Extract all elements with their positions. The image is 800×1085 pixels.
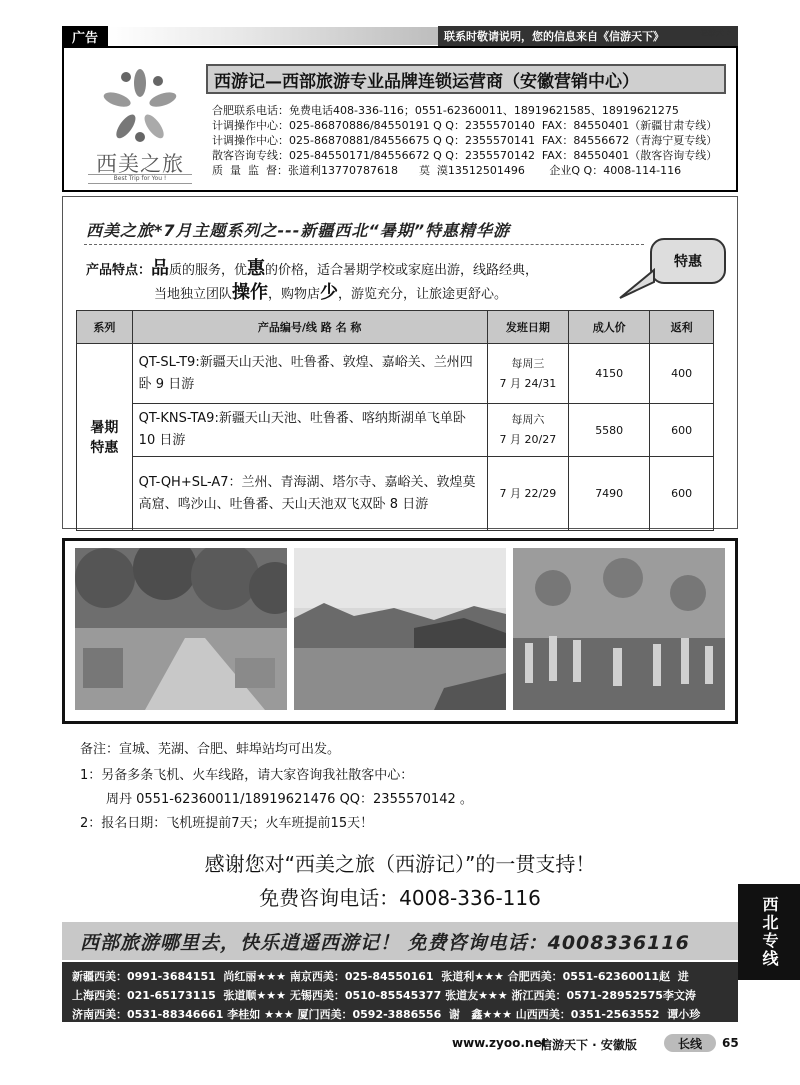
contact-line: 合肥联系电话：免费电话408-336-116；0551-62360011、18919621585、18919621275 <box>212 104 679 117</box>
header-route: 产品编号/线 路 名 称 <box>132 311 487 344</box>
note-departure: 备注：宣城、芜湖、合肥、蚌埠站均可出发。 <box>80 742 341 757</box>
table-header-row <box>77 311 714 344</box>
date-cell <box>487 344 568 404</box>
section-side-tab <box>738 884 800 980</box>
headline: 西游记—西部旅游专业品牌连锁运营商（安徽营销中心） <box>206 64 726 94</box>
branch-line: 上海西美：021-65173115 张道顺★★★ 无锡西美：0510-85545377 张道友★★★ 浙江西美：0571-28952575李文涛 <box>72 989 696 1002</box>
features-text: 质的服务，优 <box>169 263 248 278</box>
banner-text: 西部旅游哪里去，快乐逍遥西游记！ 免费咨询电话：4008336116 <box>80 932 690 954</box>
price-cell: 5580 <box>569 404 650 457</box>
branch-line: 济南西美：0531-88346661 李桂如 ★★★ 厦门西美：0592-3886556 谢 鑫★★★ 山西西美：0351-2563552 谭小珍 <box>72 1008 701 1021</box>
contact-line: 计调操作中心：025-86870886/84550191 Q Q：2355570140 FAX：84550401（新疆甘肃专线） <box>212 119 718 132</box>
rebate-cell: 400 <box>650 344 714 404</box>
brand-name: 西美之旅 <box>96 152 184 176</box>
thanks-message: 感谢您对“西美之旅（西游记）”的一贯支持！ <box>204 852 596 876</box>
date-line: 7 月 24/31 <box>499 376 557 390</box>
branch-line: 新疆西美：0991-3684151 尚红丽★★★ 南京西美：025-84550161 张道利★★★ 合肥西美：0551-62360011赵 进 <box>72 970 689 983</box>
features-text: 的价格，适合暑期学校或家庭出游，线路经典， <box>265 263 539 278</box>
special-badge: 特惠 <box>650 238 726 284</box>
note-more-routes: 1：另备多条飞机、火车线路，请大家咨询我社散客中心： <box>80 768 414 783</box>
rebate-cell: 600 <box>650 457 714 531</box>
date-line: 7 月 22/29 <box>499 486 557 500</box>
product-title: 西美之旅*7月主题系列之---新疆西北“暑期”特惠精华游 <box>86 221 511 240</box>
features-text: ，购物店 <box>268 287 321 302</box>
table-row <box>77 457 714 531</box>
footer-section-label: 长线 <box>664 1034 716 1052</box>
rebate-cell: 600 <box>650 404 714 457</box>
series-cell <box>77 344 133 531</box>
price-cell: 7490 <box>569 457 650 531</box>
page-number: 65 <box>722 1036 739 1050</box>
brand-slogan: Best Trip for You ! <box>88 174 192 184</box>
features-line-2 <box>154 278 507 304</box>
date-line: 每周六 <box>511 413 545 426</box>
footer-publication: 信游天下 · 安徽版 <box>540 1038 637 1052</box>
hotline-message: 免费咨询电话：4008-336-116 <box>259 886 541 910</box>
features-emph: 少 <box>320 282 339 303</box>
features-emph: 惠 <box>247 258 266 279</box>
series-label: 特惠 <box>90 440 119 456</box>
top-gradient-strip <box>108 27 438 45</box>
heavenly-lake-photo <box>294 548 506 710</box>
publication-mini-logo: 信游天下 <box>700 28 732 37</box>
features-text: 当地独立团队 <box>154 287 233 302</box>
side-tab-label: 西北专线 <box>760 896 779 968</box>
header-price: 成人价 <box>569 311 650 344</box>
contact-line: 质 量 监 督：张道利13770787618 莫 漠13512501496 企业Q Q：4008-114-116 <box>212 164 682 177</box>
contact-line: 散客咨询专线：025-84550171/84556672 Q Q：2355570142 FAX：84550401（散客咨询专线） <box>212 149 718 162</box>
table-row <box>77 404 714 457</box>
route-cell: QT-SL-T9:新疆天山天池、吐鲁番、敦煌、嘉峪关、兰州四卧 9 日游 <box>132 344 487 404</box>
series-label: 暑期 <box>90 420 119 436</box>
route-cell: QT-KNS-TA9:新疆天山天池、吐鲁番、喀纳斯湖单飞单卧 10 日游 <box>132 404 487 457</box>
header-date: 发班日期 <box>487 311 568 344</box>
tour-table <box>76 310 714 531</box>
features-emph: 品 <box>151 258 170 279</box>
source-note: 联系时敬请说明，您的信息来自《信游天下》 <box>438 26 738 46</box>
features-emph: 操作 <box>232 282 269 303</box>
footer-url: www.zyoo.net <box>452 1036 548 1050</box>
features-text: ，游览充分，让旅途更舒心。 <box>338 287 508 302</box>
grape-valley-photo <box>75 548 287 710</box>
date-line: 7 月 20/27 <box>499 433 557 446</box>
route-cell: QT-QH+SL-A7：兰州、青海湖、塔尔寺、嘉峪关、敦煌莫高窟、鸣沙山、吐鲁番、天山天池双飞双卧 8 日游 <box>132 457 487 531</box>
date-cell <box>487 404 568 457</box>
note-registration: 2：报名日期：飞机班提前7天；火车班提前15天！ <box>80 816 374 831</box>
title-divider <box>84 244 644 245</box>
price-cell: 4150 <box>569 344 650 404</box>
date-line: 每周三 <box>511 356 545 370</box>
date-cell <box>487 457 568 531</box>
ad-label: 广告 <box>62 26 108 46</box>
features-label: 产品特点： <box>86 263 152 278</box>
dance-show-photo <box>513 548 725 710</box>
header-series: 系列 <box>77 311 133 344</box>
speech-tail-icon <box>618 268 658 300</box>
table-row <box>77 344 714 404</box>
features-line-1 <box>86 254 538 280</box>
contact-line: 计调操作中心：025-86870881/84556675 Q Q：2355570141 FAX：84556672（青海宁夏专线） <box>212 134 718 147</box>
header-rebate: 返利 <box>650 311 714 344</box>
note-contact: 周丹 0551-62360011/18919621476 QQ：2355570142 。 <box>106 792 473 807</box>
